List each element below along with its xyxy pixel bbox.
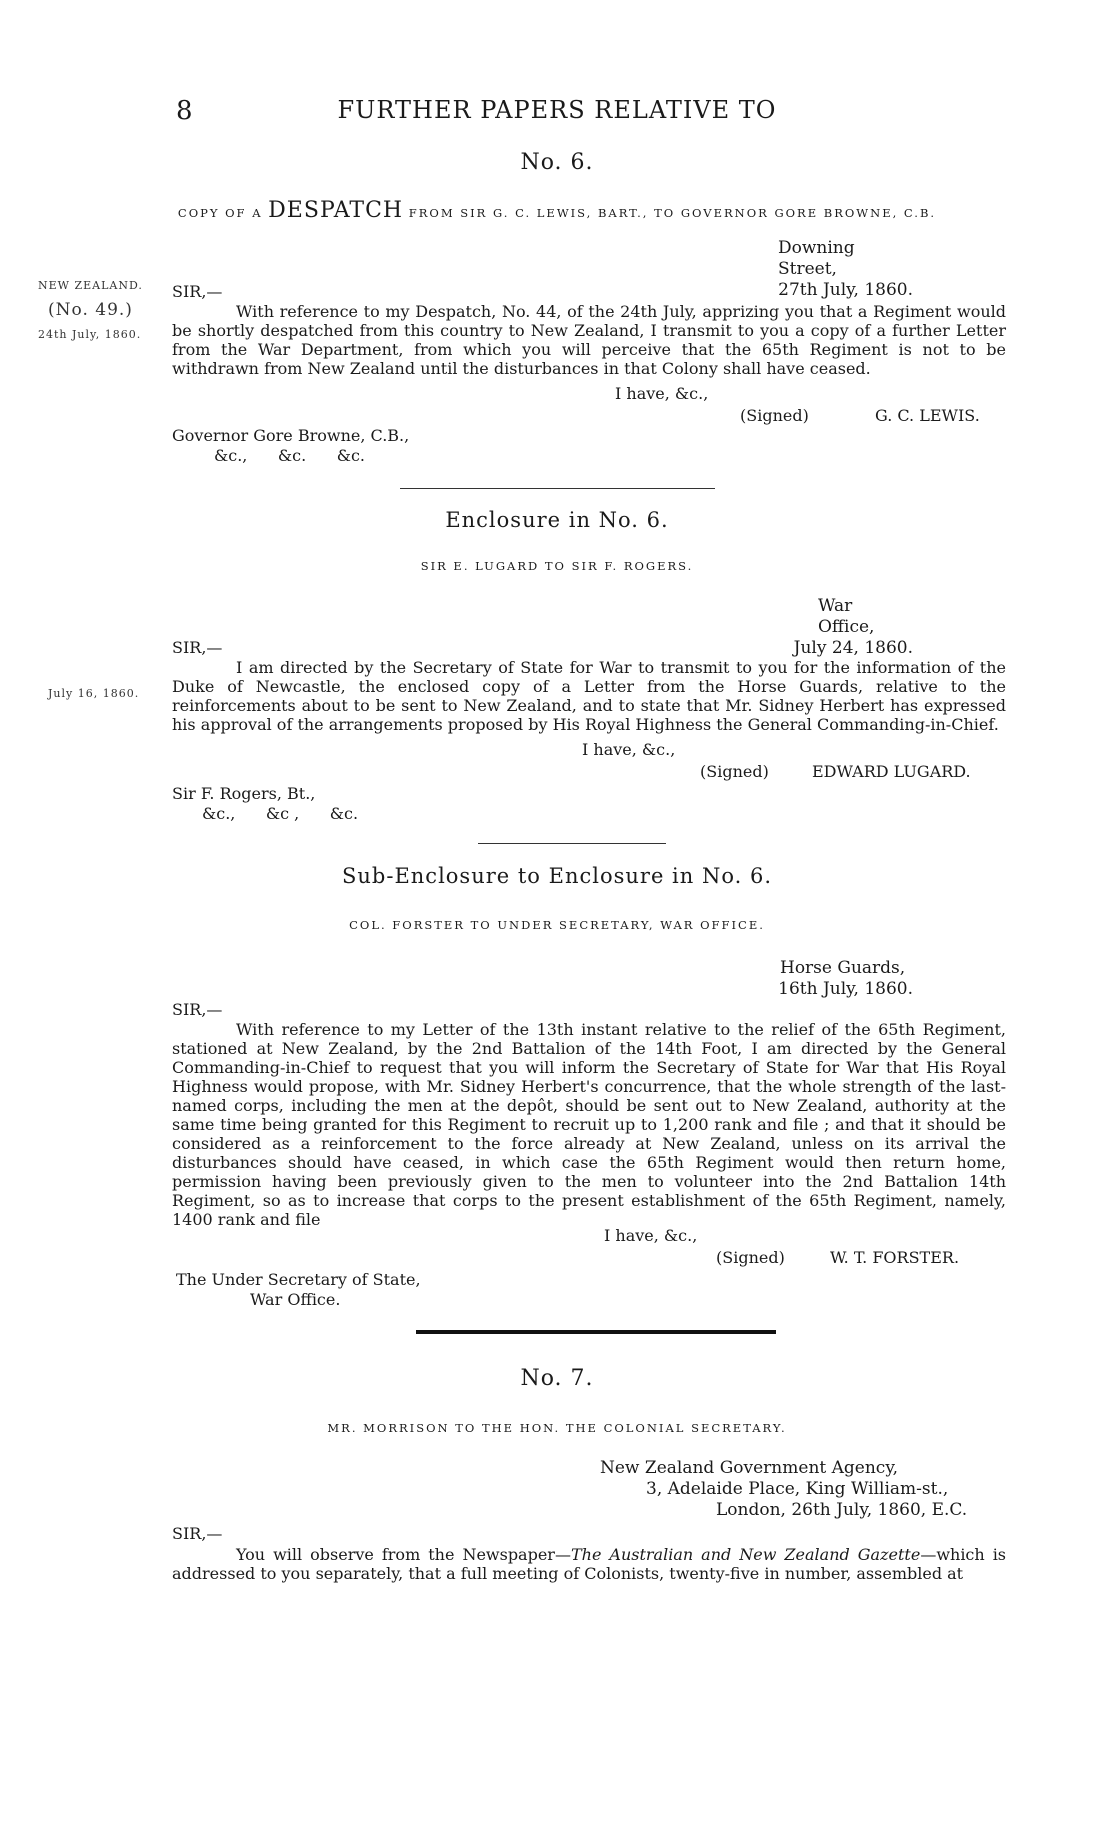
doc6-subtitle xyxy=(0,198,1114,223)
enclosure6-title: Enclosure in No. 6. xyxy=(445,508,669,532)
enclosure6-address xyxy=(600,596,913,659)
subenclosure6-address-line1: Horse Guards, xyxy=(780,958,906,978)
doc7-body xyxy=(172,1545,1006,1583)
section-divider xyxy=(416,1330,776,1334)
subenclosure6-addressee xyxy=(176,1270,421,1310)
enclosure6-signatory: EDWARD LUGARD. xyxy=(812,762,971,781)
running-title: FURTHER PAPERS RELATIVE TO xyxy=(337,96,777,124)
divider xyxy=(400,488,715,489)
doc6-subtitle-big: DESPATCH xyxy=(268,198,404,223)
enclosure6-margin-date: July 16, 1860. xyxy=(48,687,140,700)
enclosure6-addressee xyxy=(172,784,358,824)
doc6-subtitle-post: FROM SIR G. C. LEWIS, BART., TO GOVERNOR GORE BROWNE, C.B. xyxy=(408,206,937,220)
doc6-subtitle-pre: COPY OF A xyxy=(177,206,263,220)
subenclosure6-salutation: SIR,— xyxy=(172,1000,223,1019)
doc6-address-line2: 27th July, 1860. xyxy=(778,280,913,300)
doc6-addressee-line1: Governor Gore Browne, C.B., xyxy=(172,426,410,445)
doc7-subtitle: MR. MORRISON TO THE HON. THE COLONIAL SECRETARY. xyxy=(327,1421,787,1435)
subenclosure6-body xyxy=(172,1020,1006,1229)
enclosure6-address-line2: July 24, 1860. xyxy=(793,638,913,658)
subenclosure6-addressee-line2: War Office. xyxy=(250,1290,341,1309)
doc6-closing: I have, &c., xyxy=(615,384,709,403)
subenclosure6-closing: I have, &c., xyxy=(604,1226,698,1245)
doc7-address-line3: London, 26th July, 1860, E.C. xyxy=(716,1500,968,1520)
doc7-body-newspaper: The Australian and New Zealand Gazette xyxy=(570,1545,921,1564)
doc7-salutation: SIR,— xyxy=(172,1524,223,1543)
enclosure6-salutation: SIR,— xyxy=(172,638,223,657)
doc6-number: No. 6. xyxy=(520,150,594,175)
enclosure6-body xyxy=(172,658,1006,734)
doc7-number: No. 7. xyxy=(520,1366,594,1391)
doc6-salutation: SIR,— xyxy=(172,282,223,301)
doc6-addressee-line2: &c., &c. &c. xyxy=(214,446,365,465)
doc6-signed: (Signed) xyxy=(740,406,809,425)
enclosure6-closing: I have, &c., xyxy=(582,740,676,759)
doc7-address xyxy=(560,1458,973,1521)
doc6-margin-number: (No. 49.) xyxy=(48,300,133,320)
doc6-margin-date: 24th July, 1860. xyxy=(38,328,142,341)
doc7-address-line2: 3, Adelaide Place, King William-st., xyxy=(646,1479,949,1499)
subenclosure6-signatory: W. T. FORSTER. xyxy=(830,1248,960,1267)
enclosure6-subtitle: SIR E. LUGARD TO SIR F. ROGERS. xyxy=(420,559,694,573)
doc7-address-line1: New Zealand Government Agency, xyxy=(600,1458,899,1478)
subenclosure6-address xyxy=(600,958,913,1000)
enclosure6-address-line1: War Office, xyxy=(818,596,875,637)
doc6-address xyxy=(600,238,913,301)
subenclosure6-address-line2: 16th July, 1860. xyxy=(778,979,913,999)
subenclosure6-addressee-line1: The Under Secretary of State, xyxy=(176,1270,421,1289)
enclosure6-body-text: I am directed by the Secretary of State for War to transmit to you for the information of the Duke of Newcastle, the enclosed copy of a Letter from the Horse Guards, relative to the reinforcements about to be sent to New Zealand, and to state that Mr. Sidney Herbert has expressed his approval of the arrangements proposed by His Royal Highness the General Commanding-in-Chief. xyxy=(172,658,1006,734)
doc6-body xyxy=(172,302,1006,378)
doc6-body-text: With reference to my Despatch, No. 44, of the 24th July, apprizing you that a Regiment would be shortly despatched from this country to New Zealand, I transmit to you a copy of a further Letter from the War Department, from which you will perceive that the 65th Regiment is not to be withdrawn from New Zealand until the disturbances in that Colony shall have ceased. xyxy=(172,302,1006,378)
enclosure6-signed: (Signed) xyxy=(700,762,769,781)
doc6-signatory: G. C. LEWIS. xyxy=(875,406,980,425)
subenclosure6-signed: (Signed) xyxy=(716,1248,785,1267)
doc7-body-post: —which is addressed to you separately, that a full meeting of Colonists, twenty-five in number, assembled at xyxy=(172,1545,1007,1583)
subenclosure6-body-text: With reference to my Letter of the 13th instant relative to the relief of the 65th Regiment, stationed at New Zealand, by the 2nd Battalion of the 14th Foot, I am directed by the General Commanding-in-Chief to request that you will inform the Secretary of State for War that His Royal Highness would propose, with Mr. Sidney Herbert's concurrence, that the whole strength of the last-named corps, including the men at the depôt, should be sent out to New Zealand, authority at the same time being granted for this Regiment to recruit up to 1,200 rank and file ; and that it should be considered as a reinforcement to the force already at New Zealand, unless on its arrival the disturbances should have ceased, in which case the 65th Regiment would then return home, permission having been previously given to the men to volunteer into the 2nd Battalion 14th Regiment, so as to increase that corps to the present establishment of the 65th Regiment, namely, 1400 rank and file xyxy=(172,1020,1006,1229)
enclosure6-addressee-line1: Sir F. Rogers, Bt., xyxy=(172,784,316,803)
subenclosure6-title: Sub-Enclosure to Enclosure in No. 6. xyxy=(342,864,772,888)
doc6-margin-place: NEW ZEALAND. xyxy=(38,279,143,292)
doc6-address-line1: Downing Street, xyxy=(778,238,855,279)
doc7-body-pre: You will observe from the Newspaper— xyxy=(236,1545,571,1564)
enclosure6-addressee-line2: &c., &c , &c. xyxy=(202,804,359,823)
divider xyxy=(478,843,666,844)
page-number: 8 xyxy=(176,96,193,126)
subenclosure6-subtitle: COL. FORSTER TO UNDER SECRETARY, WAR OFFICE. xyxy=(349,918,765,932)
doc6-addressee xyxy=(172,426,409,466)
